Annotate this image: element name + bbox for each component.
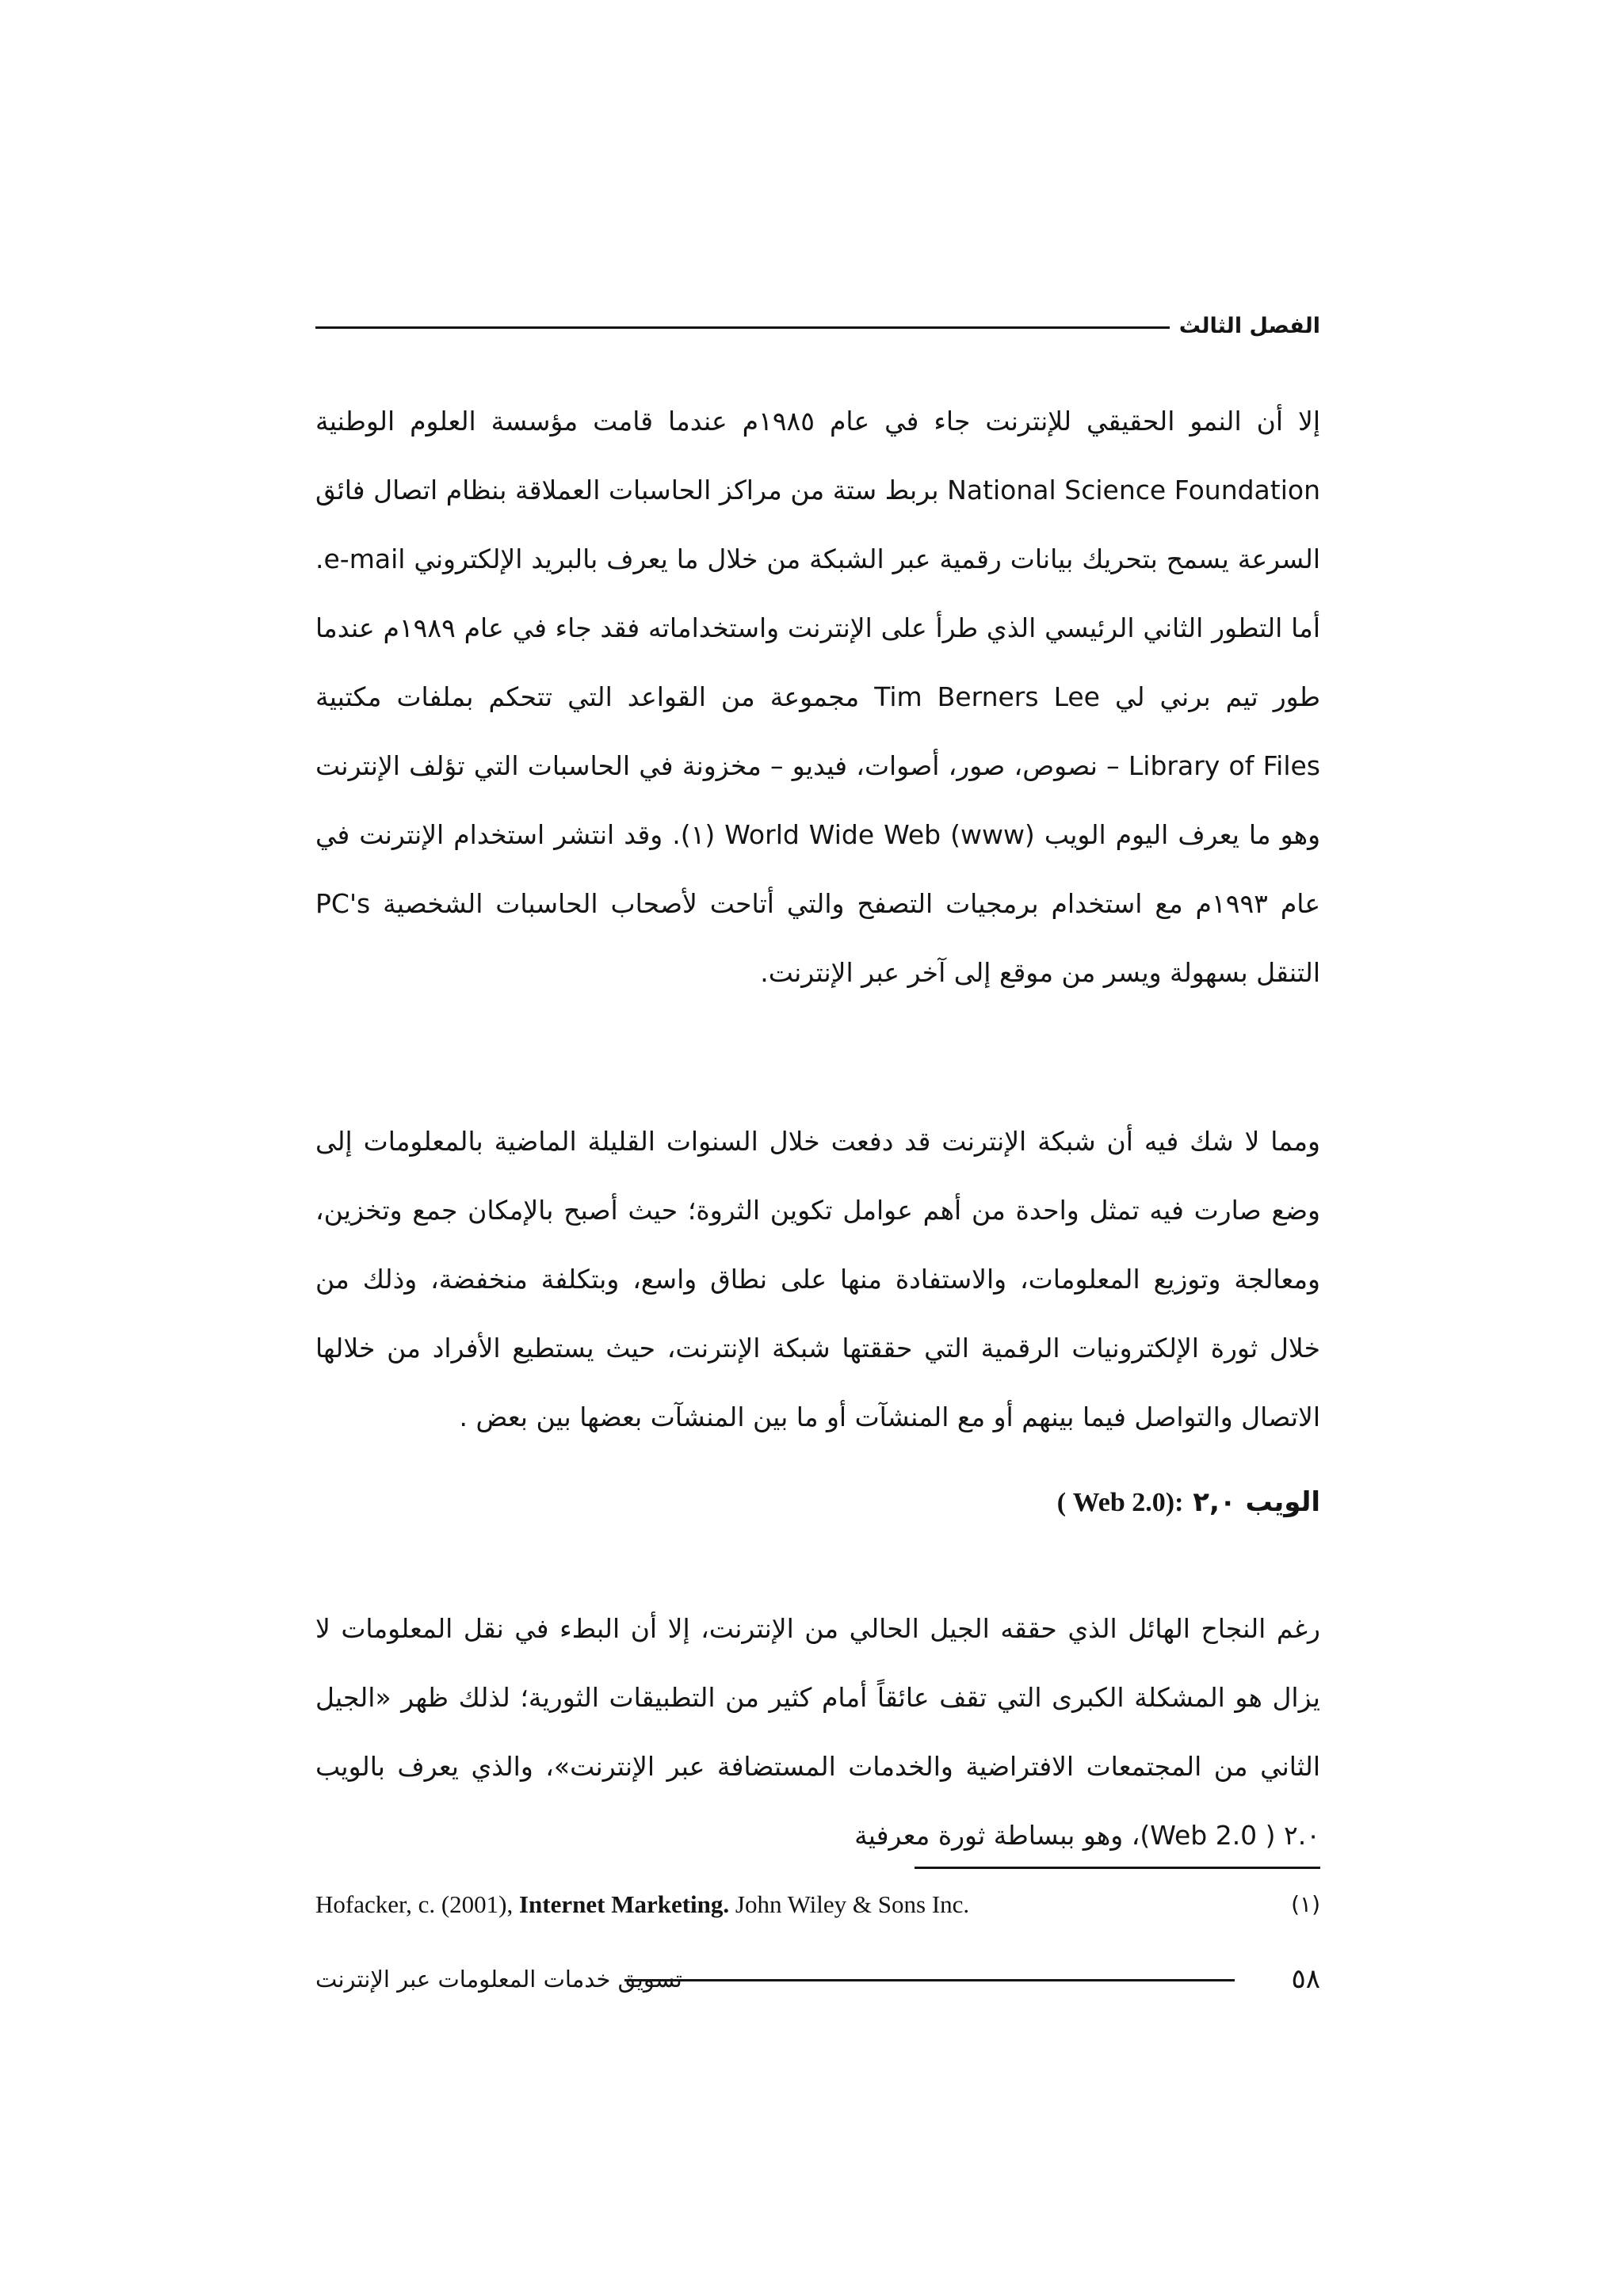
header-divider [315, 326, 1170, 329]
page-footer [315, 1957, 1320, 2001]
section-heading-latin: ( Web 2.0): [1056, 1488, 1184, 1517]
paragraph-web20 [315, 1594, 1320, 1870]
footnote-marker: (١) [1291, 1891, 1320, 1917]
section-heading-web20 [1057, 1478, 1320, 1527]
paragraph-internet-growth [315, 387, 1320, 1007]
footer-divider [624, 1979, 1235, 1981]
section-heading-arabic: الويب ٢,٠ [1193, 1486, 1320, 1518]
footnote-citation [315, 1886, 969, 1924]
footnote-divider [915, 1867, 1320, 1869]
book-title: تسويق خدمات المعلومات عبر الإنترنت [315, 1966, 682, 1993]
paragraph-text: ومما لا شك فيه أن شبكة الإنترنت قد دفعت خلال السنوات القليلة الماضية بالمعلومات إلى وضع صارت فيه تمثل واحدة من أهم عوامل تكوين الثروة؛ حيث أصبح بالإمكان جمع وتخزين، ومعالجة وتوزيع المعلومات، والاستفادة منها على نطاق واسع، وبتكلفة منخفضة، وذلك من خلال ثورة الإلكترونيات الرقمية التي حققتها شبكة الإنترنت، حيث يستطيع الأفراد من خلالها الاتصال والتواصل فيما بينهم أو مع المنشآت أو ما بين المنشآت بعضها بين بعض . [315, 1126, 1320, 1432]
paragraph-information-wealth [315, 1107, 1320, 1451]
footnote [315, 1886, 1320, 1924]
paragraph-text: إلا أن النمو الحقيقي للإنترنت جاء في عام ١٩٨٥م عندما قامت مؤسسة العلوم الوطنية National Science Foundation بربط ستة من مراكز الحاسبات العملاقة بنظام اتصال فائق السرعة يسمح بتحريك بيانات رقمية عبر الشبكة من خلال ما يعرف بالبريد الإلكتروني e-mail. أما التطور الثاني الرئيسي الذي طرأ على الإنترنت واستخداماته فقد جاء في عام ١٩٨٩م عندما طور تيم برني لي Tim Berners Lee مجموعة من القواعد التي تتحكم بملفات مكتبية Library of Files – نصوص، صور، أصوات، فيديو – مخزونة في الحاسبات التي تؤلف الإنترنت وهو ما يعرف اليوم الويب World Wide Web (www) (١). وقد انتشر استخدام الإنترنت في عام ١٩٩٣م مع استخدام برمجيات التصفح والتي أتاحت لأصحاب الحاسبات الشخصية PC's التنقل بسهولة ويسر من موقع إلى آخر عبر الإنترنت. [315, 406, 1321, 988]
paragraph-text: رغم النجاح الهائل الذي حققه الجيل الحالي من الإنترنت، إلا أن البطء في نقل المعلومات لا يزال هو المشكلة الكبرى التي تقف عائقاً أمام كثير من التطبيقات الثورية؛ لذلك ظهر «الجيل الثاني من المجتمعات الافتراضية والخدمات المستضافة عبر الإنترنت»، والذي يعرف بالويب ٢.٠ ( Web 2.0)، وهو ببساطة ثورة معرفية [315, 1613, 1320, 1851]
footnote-publisher: John Wiley & Sons Inc. [735, 1890, 970, 1918]
footnote-authors: Hofacker, c. (2001), [315, 1890, 514, 1918]
chapter-title: الفصل الثالث [1178, 314, 1320, 338]
chapter-header [315, 311, 1320, 342]
page-number: ٥٨ [1291, 1963, 1320, 1995]
footnote-title: Internet Marketing. [518, 1890, 730, 1918]
